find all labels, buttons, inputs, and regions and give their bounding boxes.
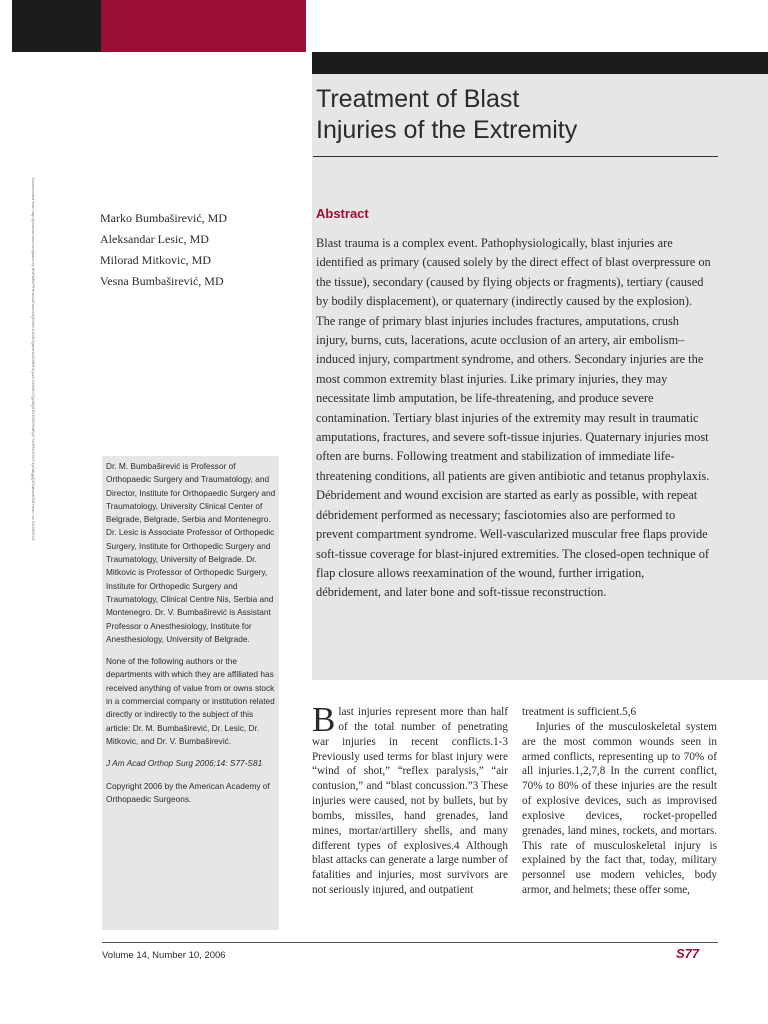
copyright-notice: Copyright 2006 by the American Academy of Orthopaedic Surgeons. (106, 780, 270, 804)
author-name: Aleksandar Lesic, MD (100, 232, 209, 246)
title-rule (313, 156, 718, 157)
body-paragraph-continued: treatment is sufficient.5,6 (522, 706, 637, 718)
author-name: Vesna Bumbaširević, MD (100, 274, 224, 288)
body-paragraph: last injuries represent more than half of the total number of penetrating war injuries in recent conflicts.1-3 Previously used terms for blast injury were “wind of shot,” “reflex paralysis,” “air contusion,” and “blast concussion.”3 These injuries were caused, not by bullets, but by bombs, missiles, hand grenades, land mines, mortar/artillery shells, and many different types of explosives.4 Although blast attacks can generate a large number of fatalities and injuries, most survivors are not seriously injured, and outpatient (312, 706, 508, 897)
disclosure-statement: None of the following authors or the departments with which they are affiliated has received anything of value from or owns stock in a commercial company or institution related directly or indirectly to the subject of this article: Dr. M. Bumbaširević, Dr. Lesic, Dr. Mitkovic, and Dr. V. Bumbaširević. (106, 656, 275, 746)
volume-info: Volume 14, Number 10, 2006 (102, 950, 226, 961)
author-bio-box (102, 456, 279, 930)
abstract-heading: Abstract (316, 206, 369, 221)
author-name: Milorad Mitkovic, MD (100, 253, 211, 267)
body-column-right (522, 705, 717, 898)
header-black-block (12, 0, 101, 52)
download-watermark: Downloaded from http://journals.lww.com/jaaos by BhDMf5ePHKav1zEoum1tQfN4a+kJLhEZgbsIHo4XMi0hCywCX1AWnYQp/IlQrHD3i3D0OdRyi7TvSFl4Cf3VC1y0abggQZXdtwnfKZBYtws= on 03/28/2021 (31, 178, 36, 541)
abstract-text: Blast trauma is a complex event. Pathophysiologically, blast injuries are identified as primary (caused solely by the direct effect of blast overpressure on the tissue), secondary (caused by flying objects or fragments), tertiary (caused by bodily displacement), or quaternary (indirectly caused by the explosion). The range of primary blast injuries includes fractures, amputations, crush injury, burns, cuts, lacerations, acute occlusion of an artery, air embolism–induced injury, compartment syndrome, and others. Secondary injuries are the most common extremity blast injuries. Like primary injuries, they may necessitate limb amputation, be life-threatening, and produce severe contamination. Tertiary blast injuries of the extremity may result in traumatic amputations, fractures, and severe soft-tissue injuries. Quaternary injuries most often are burns. Following treatment and stabilization of immediate life-threatening conditions, all patients are given antibiotic and tetanus prophylaxis. Débridement and wound excision are started as early as possible, with repeat débridement performed as necessary; fasciotomies also are performed to prevent compartment syndrome. Well-vascularized muscular free flaps provide soft-tissue coverage for blast-injured extremities. The closed-open technique of flap closure allows reexamination of the wound, further irrigation, débridement, and later bone and soft-tissue reconstruction. (316, 236, 711, 600)
article-title: Treatment of Blast Injuries of the Extremity (316, 85, 578, 144)
body-paragraph: Injuries of the musculoskeletal system are the most common wounds seen in armed conflicts, representing up to 70% of all injuries.1,2,7,8 In the current conflict, 70% to 80% of these injuries are the result of explosive devices, such as improvised explosive devices, rocket-propelled grenades, land mines, rockets, and mortars. This rate of musculoskeletal injury is explained by the fact that, today, military personnel use modern vehicles, body armor, and helmets; these offer some, (522, 720, 717, 897)
page-number: S77 (676, 946, 700, 961)
author-name: Marko Bumbaširević, MD (100, 211, 227, 225)
author-affiliations: Dr. M. Bumbaširević is Professor of Orthopaedic Surgery and Traumatology, and Director, Institute for Orthopaedic Surgery and Traumatology, University Clinical Center of Belgrade, Belgrade, Serbia and Montenegro. Dr. Lesic is Associate Professor of Orthopedic Surgery, Institute for Orthopedic Surgery and Traumatology, University of Belgrade. Dr. Mitkovic is Professor of Orthopedic Surgery, Institute for Orthopedic Surgery and Traumatology, Clinical Centre Nis, Serbia and Montenegro. Dr. V. Bumbaširević is Assistant Professor o Anesthesiology, Institute for Anesthesiology, University of Belgrade. (106, 461, 276, 644)
journal-citation: J Am Acad Orthop Surg 2006;14: S77-S81 (106, 758, 263, 769)
header-red-block (101, 0, 306, 52)
author-list (100, 208, 227, 292)
footer-rule (102, 942, 718, 943)
body-column-left (312, 700, 508, 898)
header-black-bar (312, 52, 768, 74)
drop-cap: B (312, 700, 336, 739)
